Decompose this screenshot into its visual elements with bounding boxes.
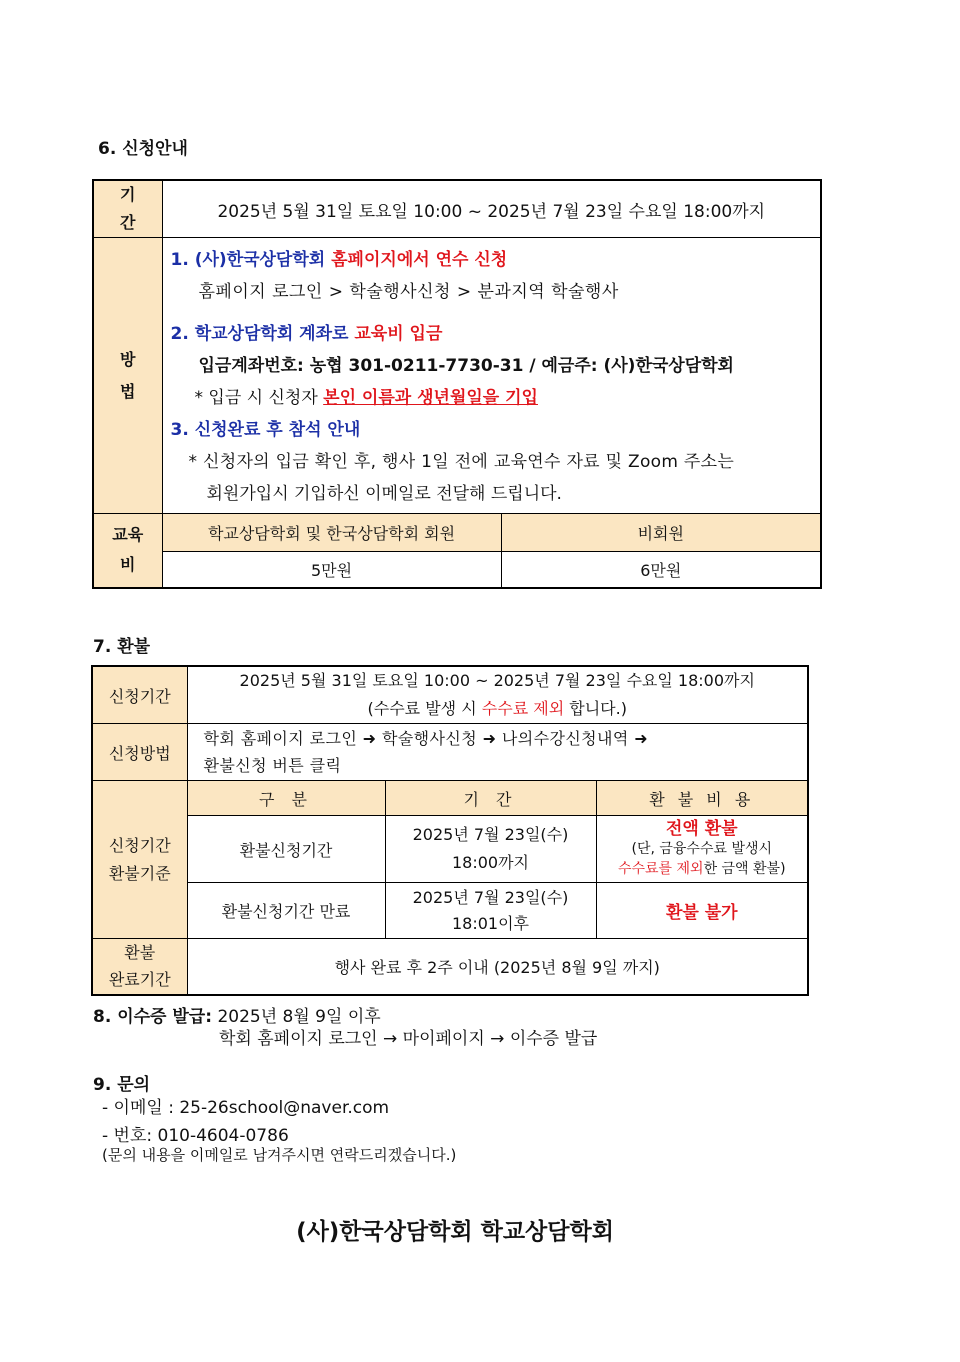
refund-period-label: 신청기간 bbox=[92, 666, 187, 724]
refund-complete-value: 행사 완료 후 2주 이내 (2025년 8월 9일 까지) bbox=[187, 939, 808, 995]
step-3-line-1: * 신청자의 입금 확인 후, 행사 1일 전에 교육연수 자료 및 Zoom 주소는 bbox=[188, 452, 735, 472]
refund-complete-label: 환불 완료기간 bbox=[92, 939, 187, 995]
period-label: 기 간 bbox=[93, 180, 162, 238]
step-2-title: 2. 학교상담학회 계좌로 교육비 입금 bbox=[170, 324, 443, 344]
step-1-path: 홈페이지 로그인 > 학술행사신청 > 분과지역 학술행사 bbox=[198, 282, 619, 302]
method-label: 방 법 bbox=[93, 238, 162, 514]
row-2-category: 환불신청기간 만료 bbox=[187, 883, 385, 939]
col-period-header: 기 간 bbox=[385, 781, 596, 816]
section-8-heading: 8. 이수증 발급: bbox=[93, 1007, 213, 1027]
step-2-note: * 입금 시 신청자 본인 이름과 생년월일을 기입 bbox=[194, 388, 538, 408]
section-9-heading: 9. 문의 bbox=[93, 1075, 151, 1095]
step-3-line-2: 회원가입시 기입하신 이메일로 전달해 드립니다. bbox=[206, 484, 562, 504]
arrow-icon: ➜ bbox=[362, 729, 377, 748]
fee-nonmember-value: 6만원 bbox=[501, 552, 821, 588]
fee-member-value: 5만원 bbox=[162, 552, 501, 588]
row-2-cost: 환불 불가 bbox=[596, 883, 808, 939]
row-1-period: 2025년 7월 23일(수) 18:00까지 bbox=[385, 816, 596, 883]
step-3-title: 3. 신청완료 후 참석 안내 bbox=[170, 420, 361, 440]
refund-table bbox=[91, 665, 809, 996]
col-cost-header: 환 불 비 용 bbox=[596, 781, 808, 816]
contact-phone: - 번호: 010-4604-0786 bbox=[102, 1126, 289, 1146]
refund-method-value: 학회 홈페이지 로그인 ➜ 학술행사신청 ➜ 나의수강신청내역 ➜ 환불신청 버튼 클릭 bbox=[187, 724, 808, 781]
bank-account: 입금계좌번호: 농협 301-0211-7730-31 / 예금주: (사)한국상담학회 bbox=[198, 356, 734, 376]
refund-method-label: 신청방법 bbox=[92, 724, 187, 781]
method-content bbox=[162, 238, 821, 514]
certificate-path: 학회 홈페이지 로그인 → 마이페이지 → 이수증 발급 bbox=[219, 1029, 598, 1049]
refund-period-value: 2025년 5월 31일 토요일 10:00 ~ 2025년 7월 23일 수요일 18:00까지 (수수료 발생 시 수수료 제외 합니다.) bbox=[187, 666, 808, 724]
fee-label: 교육 비 bbox=[93, 514, 162, 588]
row-2-period: 2025년 7월 23일(수) 18:01이후 bbox=[385, 883, 596, 939]
application-info-table bbox=[92, 179, 822, 589]
step-1-title: 1. (사)한국상담학회 홈페이지에서 연수 신청 bbox=[170, 250, 508, 270]
row-1-category: 환불신청기간 bbox=[187, 816, 385, 883]
col-category-header: 구 분 bbox=[187, 781, 385, 816]
period-value: 2025년 5월 31일 토요일 10:00 ~ 2025년 7월 23일 수요일 18:00까지 bbox=[162, 180, 821, 238]
contact-note: (문의 내용을 이메일로 남겨주시면 연락드리겠습니다.) bbox=[102, 1146, 457, 1164]
contact-email: - 이메일 : 25-26school@naver.com bbox=[102, 1098, 390, 1118]
certificate-date: 2025년 8월 9일 이후 bbox=[212, 1007, 381, 1027]
arrow-icon: ➜ bbox=[634, 729, 649, 748]
section-6-heading: 6. 신청안내 bbox=[98, 139, 188, 159]
fee-nonmember-header: 비회원 bbox=[501, 514, 821, 552]
section-7-heading: 7. 환불 bbox=[93, 637, 151, 657]
row-1-cost: 전액 환불 (단, 금융수수료 발생시 수수료를 제외한 금액 환불) bbox=[596, 816, 808, 883]
refund-criteria-label: 신청기간 환불기준 bbox=[92, 781, 187, 939]
footer-organization: (사)한국상담학회 학교상담학회 bbox=[296, 1219, 614, 1245]
arrow-icon: ➜ bbox=[482, 729, 497, 748]
fee-member-header: 학교상담학회 및 한국상담학회 회원 bbox=[162, 514, 501, 552]
